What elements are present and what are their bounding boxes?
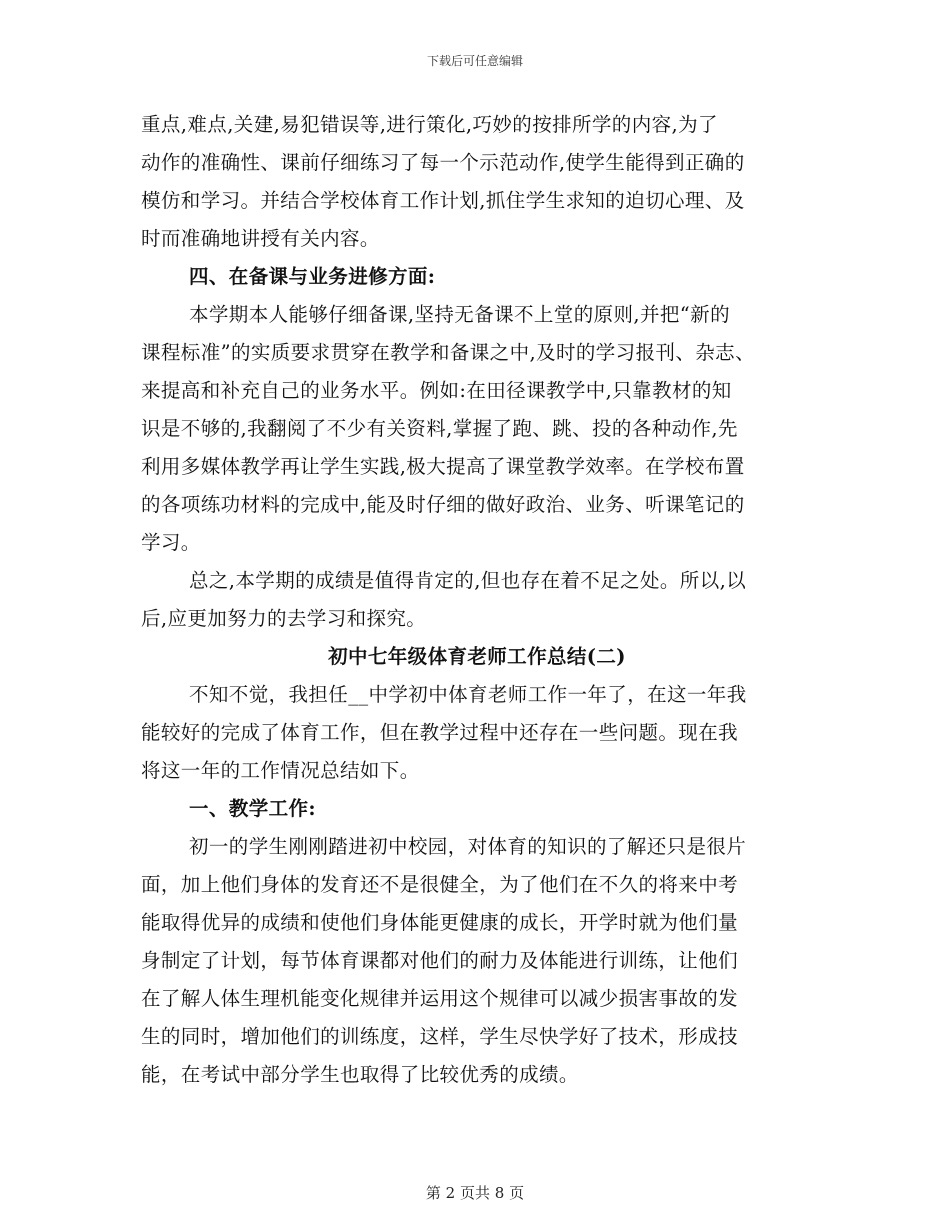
document-title: 初中七年级体育老师工作总结(二) (328, 645, 626, 668)
body-line: 能较好的完成了体育工作，但在教学过程中还存在一些问题。现在我 (141, 721, 739, 744)
body-line: 课程标准”的实质要求贯穿在教学和备课之中,及时的学习报刊、杂志、 (141, 341, 755, 364)
body-line: 能取得优异的成绩和使他们身体能更健康的成长，开学时就为他们量 (141, 911, 739, 934)
body-line: 的各项练功材料的完成中,能及时仔细的做好政治、业务、听课笔记的 (141, 493, 745, 516)
page-header: 下载后可任意编辑 (426, 54, 523, 68)
page-footer: 第 2 页共 8 页 (425, 1184, 525, 1202)
body-line: 重点,难点,关建,易犯错误等,进行策化,巧妙的按排所学的内容,为了 (141, 113, 718, 136)
body-line: 本学期本人能够仔细备课,坚持无备课不上堂的原则,并把“新的 (189, 303, 730, 326)
body-line: 身制定了计划，每节体育课都对他们的耐力及体能进行训练，让他们 (141, 949, 739, 972)
section-heading: 一、教学工作: (189, 797, 316, 820)
body-line: 动作的准确性、课前仔细练习了每一个示范动作,使学生能得到正确的 (141, 151, 745, 174)
body-line: 生的同时，增加他们的训练度，这样，学生尽快学好了技术，形成技 (141, 1025, 739, 1048)
body-line: 将这一年的工作情况总结如下。 (141, 759, 420, 782)
body-line: 不知不觉，我担任__中学初中体育老师工作一年了，在这一年我 (189, 683, 747, 706)
document-body (141, 106, 813, 1094)
body-line: 来提高和补充自己的业务水平。例如:在田径课教学中,只靠教材的知 (141, 379, 732, 402)
body-line: 利用多媒体教学再让学生实践,极大提高了课堂教学效率。在学校布置 (141, 455, 745, 478)
body-line: 面，加上他们身体的发育还不是很健全，为了他们在不久的将来中考 (141, 873, 739, 896)
body-line: 能，在考试中部分学生也取得了比较优秀的成绩。 (141, 1063, 579, 1086)
body-line: 总之,本学期的成绩是值得肯定的,但也存在着不足之处。所以,以 (189, 569, 747, 592)
body-line: 初一的学生刚刚踏进初中校园，对体育的知识的了解还只是很片 (189, 835, 747, 858)
body-line: 在了解人体生理机能变化规律并运用这个规律可以减少损害事故的发 (141, 987, 739, 1010)
body-line: 时而准确地讲授有关内容。 (141, 227, 380, 250)
body-line: 识是不够的,我翻阅了不少有关资料,掌握了跑、跳、投的各种动作,先 (141, 417, 738, 440)
body-line: 模仿和学习。并结合学校体育工作计划,抓住学生求知的迫切心理、及 (141, 189, 745, 212)
body-line: 学习。 (141, 531, 201, 554)
section-heading: 四、在备课与业务进修方面: (189, 265, 436, 288)
body-line: 后,应更加努力的去学习和探究。 (141, 607, 427, 630)
